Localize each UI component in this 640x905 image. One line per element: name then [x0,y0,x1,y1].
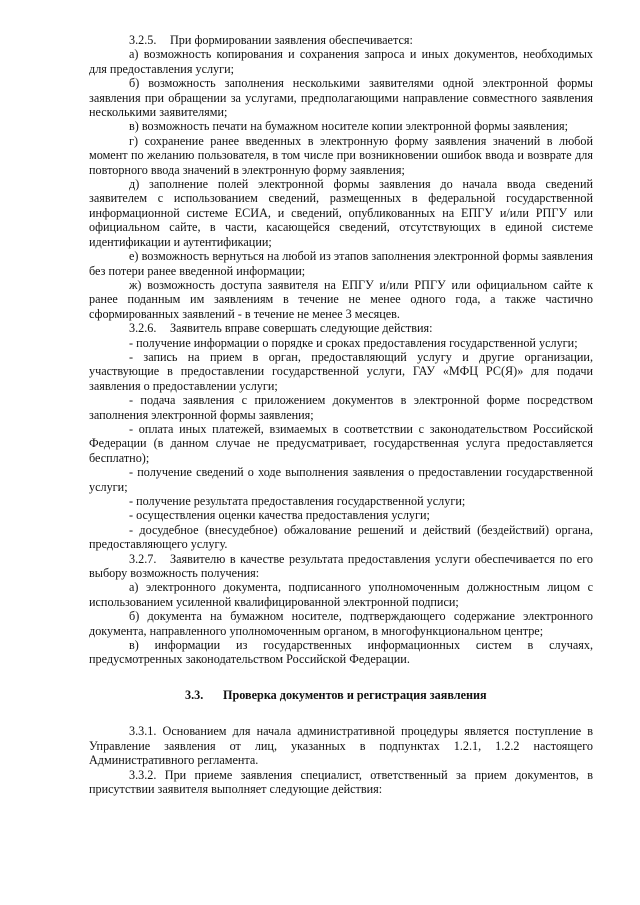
list-item-b: б) возможность заполнения несколькими заявителями одной электронной формы заявления при обращении за услугами, предполагающими направление совместного заявления несколькими заявителями; [89,76,593,120]
list-item-b: б) документа на бумажном носителе, подтверждающего содержание электронного документа, направленного уполномоченным органом, в многофункциональном центре; [89,609,593,638]
paragraph-3-3-1: 3.3.1. Основанием для начала административной процедуры является поступление в Управление заявления от лиц, указанных в подпунктах 1.2.1, 1.2.2 настоящего Административного регламента. [89,724,593,768]
section-3-2-5-intro [89,33,593,47]
section-number: 3.2.6. [129,321,157,336]
dash-item: - оплата иных платежей, взимаемых в соответствии с законодательством Российской Федерации (в данном случае не предусматривает, государственная услуга предоставляется бесплатно); [89,421,593,465]
section-number: 3.2.7. [129,551,157,566]
dash-item: - получение информации о порядке и сроках предоставления государственной услуги; [129,335,578,350]
list-item-zh: ж) возможность доступа заявителя на ЕПГУ и/или РПГУ или официальном сайте к ранее поданным им заявлениям в течение не менее одного года, а также частично сформированных заявлений - в течение не менее 3 месяцев. [89,277,593,321]
list-item-v: в) возможность печати на бумажном носителе копии электронной формы заявления; [129,119,569,134]
document-page [89,33,593,796]
dash-item: - получение сведений о ходе выполнения заявления о предоставлении государственной услуги; [89,465,593,494]
section-3-2-6-intro [89,321,593,335]
dash-item: - досудебное (внесудебное) обжалование решений и действий (бездействий) органа, предоставляющего услугу. [89,522,593,552]
dash-item: - получение результата предоставления государственной услуги; [129,494,466,508]
section-intro-text: Заявителю в качестве результата предоставления услуги обеспечивается по его выбору возможность получения: [89,551,593,581]
dash-item: - запись на прием в орган, предоставляющий услугу и другие организации, участвующие в предоставлении государственной услуги, ГАУ «МФЦ РС(Я)» для подачи заявления о предоставлении услуги; [89,349,593,393]
section-3-2-7-intro [89,552,593,581]
section-heading-3-3 [89,688,593,702]
list-item-d: д) заполнение полей электронной формы заявления до начала ввода сведений заявителем с использованием сведений, размещенных в федеральной государственной информационной системе ЕСИА, и сведений, опубликованных на ЕПГУ и/или РПГУ или официальном сайте, в части, касающейся сведений, отсутствующих в единой системе идентификации и аутентификации; [89,177,593,249]
list-item-g: г) сохранение ранее введенных в электронную форму заявления значений в любой момент по желанию пользователя, в том числе при возникновении ошибок ввода и возврате для повторного ввода значений в электронную форму заявления; [89,133,593,177]
section-intro-text: Заявитель вправе совершать следующие действия: [170,321,433,336]
list-item-a: а) электронного документа, подписанного уполномоченным должностным лицом с использованием усиленной квалифицированной электронной подписи; [89,580,593,609]
list-item-e: е) возможность вернуться на любой из этапов заполнения электронной формы заявления без потери ранее введенной информации; [89,249,593,278]
list-item-v: в) информации из государственных информационных систем в случаях, предусмотренных законодательством Российской Федерации. [89,638,593,667]
dash-item: - осуществления оценки качества предоставления услуги; [129,508,430,523]
section-number: 3.2.5. [129,33,157,47]
list-item-a: а) возможность копирования и сохранения запроса и иных документов, необходимых для предоставления услуги; [89,47,593,76]
paragraph-3-3-2: 3.3.2. При приеме заявления специалист, ответственный за прием документов, в присутствии заявителя выполняет следующие действия: [89,767,593,796]
dash-item: - подача заявления с приложением документов в электронной форме посредством заполнения электронной формы заявления; [89,393,593,422]
heading-title: Проверка документов и регистрация заявления [223,687,487,702]
section-intro-text: При формировании заявления обеспечивается: [170,33,413,47]
heading-number: 3.3. [185,687,204,702]
